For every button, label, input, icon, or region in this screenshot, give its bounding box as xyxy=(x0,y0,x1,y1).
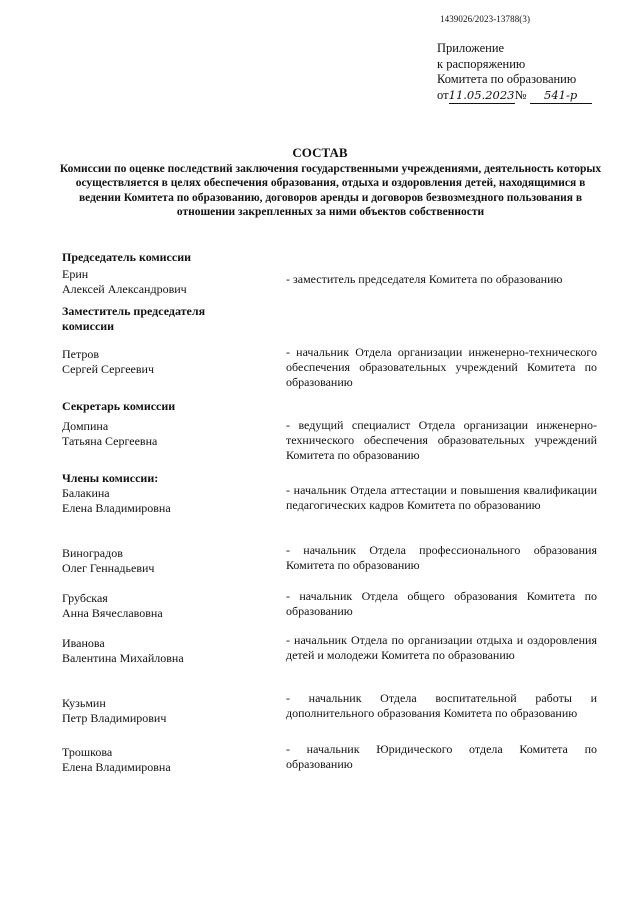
surname: Петров xyxy=(62,347,100,361)
section-chair: Председатель комиссии xyxy=(62,250,192,264)
person-name xyxy=(62,591,163,621)
person-role: - ведущий специалист Отдела организации инженерно-технического обеспечения образовательных учреждений Комитета по образованию xyxy=(286,418,597,462)
annex-line-1: Приложение xyxy=(437,41,505,55)
person-name xyxy=(62,696,166,726)
person-role: - начальник Отдела воспитательной работы и дополнительного образования Комитета по образованию xyxy=(286,691,597,720)
surname: Домпина xyxy=(62,419,109,433)
annex-date-line xyxy=(437,88,637,105)
person-role: - начальник Отдела аттестации и повышения квалификации педагогических кадров Комитета по образованию xyxy=(286,483,597,512)
annex-block xyxy=(437,41,637,104)
person-role: - начальник Юридического отдела Комитета по образованию xyxy=(286,742,597,771)
surname: Трошкова xyxy=(62,745,113,759)
given-names: Валентина Михайловна xyxy=(62,651,184,665)
given-names: Елена Владимировна xyxy=(62,760,171,774)
person-role: - начальник Отдела организации инженерно-технического обеспечения образовательных учреждений Комитета по образованию xyxy=(286,345,597,389)
document-subtitle: Комиссии по оценке последствий заключения государственными учреждениями, деятельность которых осуществляется в целях обеспечения образования, отдыха и оздоровления детей, находящимися в ведении Комитета по образованию, договоров аренды и договоров безвозмездного пользования в отношении закрепленных за ними объектов собственности xyxy=(59,163,602,218)
given-names: Олег Геннадьевич xyxy=(62,561,155,575)
handwritten-number: 541-р xyxy=(530,88,592,105)
person-name xyxy=(62,745,171,775)
person-name xyxy=(62,636,184,666)
given-names: Алексей Александрович xyxy=(62,282,187,296)
person-name xyxy=(62,267,187,297)
given-names: Анна Вячеславовна xyxy=(62,606,163,620)
surname: Балакина xyxy=(62,486,110,500)
person-role: - начальник Отдела по организации отдыха и оздоровления детей и молодежи Комитета по образованию xyxy=(286,633,597,662)
given-names: Татьяна Сергеевна xyxy=(62,434,158,448)
document-number: 1439026/2023-13788(3) xyxy=(440,14,531,24)
person-name xyxy=(62,347,154,377)
section-members: Члены комиссии: xyxy=(62,471,159,485)
section-deputy: Заместитель председателя комиссии xyxy=(62,304,206,333)
number-prefix: № xyxy=(514,87,527,102)
given-names: Сергей Сергеевич xyxy=(62,362,155,376)
person-name xyxy=(62,419,157,449)
annex-line-2: к распоряжению xyxy=(437,56,526,71)
annex-line-3: Комитета по образованию xyxy=(437,72,577,86)
person-name xyxy=(62,486,171,516)
surname: Кузьмин xyxy=(62,696,106,710)
person-role: - начальник Отдела общего образования Комитета по образованию xyxy=(286,589,597,618)
surname: Иванова xyxy=(62,636,105,650)
given-names: Петр Владимирович xyxy=(62,711,167,725)
document-title: СОСТАВ xyxy=(292,145,348,160)
person-role: - начальник Отдела профессионального образования Комитета по образованию xyxy=(286,543,597,572)
person-name xyxy=(62,546,154,576)
section-secretary: Секретарь комиссии xyxy=(62,399,176,413)
surname: Виноградов xyxy=(62,546,123,560)
given-names: Елена Владимировна xyxy=(62,501,171,515)
person-role: - заместитель председателя Комитета по образованию xyxy=(286,272,563,286)
handwritten-date: 11.05.2023 xyxy=(449,88,515,105)
surname: Грубская xyxy=(62,591,108,605)
date-prefix: от xyxy=(437,87,449,102)
surname: Ерин xyxy=(62,267,89,281)
